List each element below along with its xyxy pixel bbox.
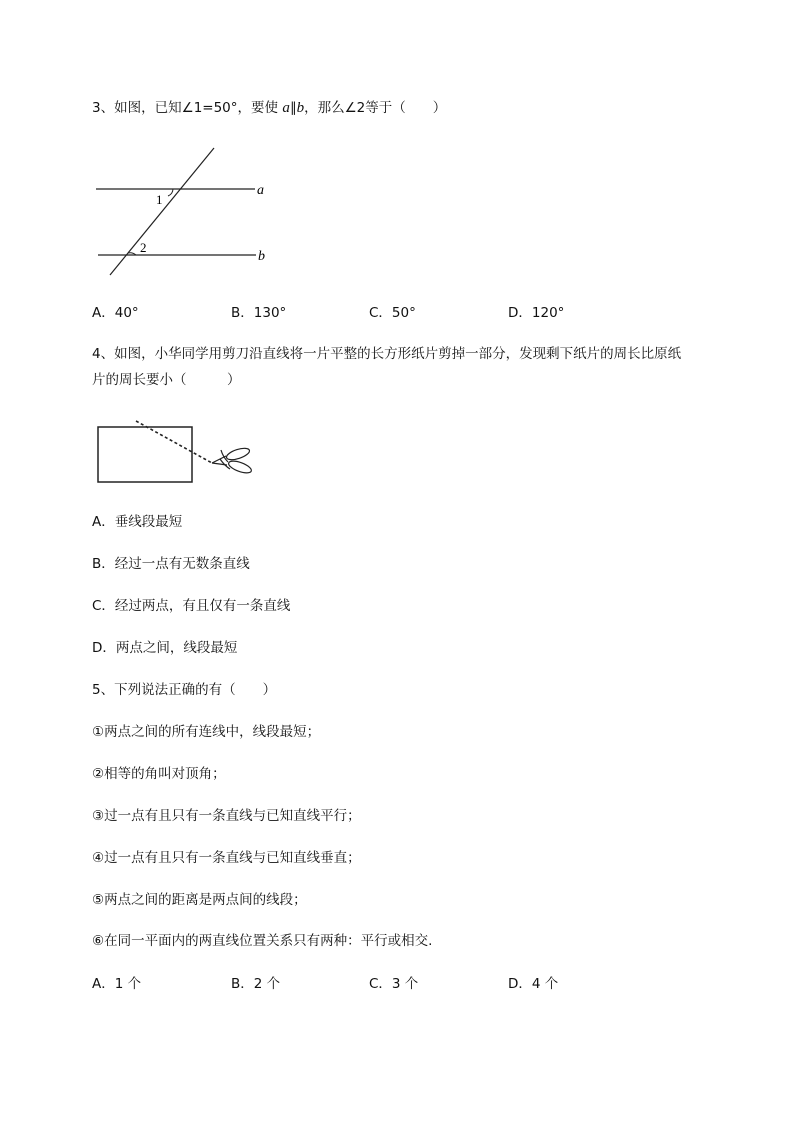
q3-number: 3、 — [92, 100, 115, 116]
q5-statement-6: ⑥在同一平面内的两直线位置关系只有两种：平行或相交. — [92, 933, 433, 949]
q3-option-d: D．120° — [508, 305, 565, 321]
q4-option-c: C．经过两点，有且仅有一条直线 — [92, 598, 291, 614]
q5-statement-1: ①两点之间的所有连线中，线段最短； — [92, 724, 321, 740]
q3-angle1-label: 1 — [156, 192, 163, 207]
q3-stem-part-b: ，那么∠2等于（ ） — [304, 100, 447, 116]
q3-stem — [92, 99, 446, 117]
q4-stem-line2: 片的周长要小（ ） — [92, 372, 241, 388]
q3-parallel-symbol: ∥ — [289, 100, 297, 116]
q3-angle2-label: 2 — [140, 240, 147, 255]
q3-angle1-arc — [168, 189, 173, 196]
q5-option-d: D．4 个 — [508, 976, 559, 992]
q4-option-b: B．经过一点有无数条直线 — [92, 556, 250, 572]
q3-label-a: a — [257, 183, 264, 198]
q5-stem: 5、下列说法正确的有（ ） — [92, 682, 277, 698]
q3-stem-part-a: 如图，已知∠1=50°，要使 — [114, 100, 283, 116]
q3-option-b: B．130° — [231, 305, 287, 321]
q5-option-a: A．1 个 — [92, 976, 142, 992]
q5-option-c: C．3 个 — [369, 976, 419, 992]
q5-statement-4: ④过一点有且只有一条直线与已知直线垂直； — [92, 850, 361, 866]
q4-figure — [94, 416, 264, 488]
q5-statement-3: ③过一点有且只有一条直线与已知直线平行； — [92, 808, 361, 824]
q3-options — [92, 304, 692, 322]
scissors-icon — [212, 446, 253, 475]
q4-option-d: D．两点之间，线段最短 — [92, 640, 238, 656]
q5-option-b: B．2 个 — [231, 976, 281, 992]
paper-rectangle — [98, 427, 192, 482]
q5-statement-5: ⑤两点之间的距离是两点间的线段； — [92, 892, 307, 908]
q3-var-b: b — [296, 100, 305, 116]
q5-statement-2: ②相等的角叫对顶角； — [92, 766, 226, 782]
q3-transversal — [110, 148, 214, 275]
q3-var-a: a — [282, 100, 290, 116]
q3-option-c: C．50° — [369, 305, 416, 321]
q3-figure — [90, 140, 280, 280]
q5-options — [92, 975, 692, 993]
q4-stem-line1: 4、如图，小华同学用剪刀沿直线将一片平整的长方形纸片剪掉一部分，发现剩下纸片的周长比原纸 — [92, 346, 682, 362]
q3-option-a: A．40° — [92, 305, 139, 321]
q3-label-b: b — [258, 249, 265, 264]
q4-option-a: A．垂线段最短 — [92, 514, 183, 530]
